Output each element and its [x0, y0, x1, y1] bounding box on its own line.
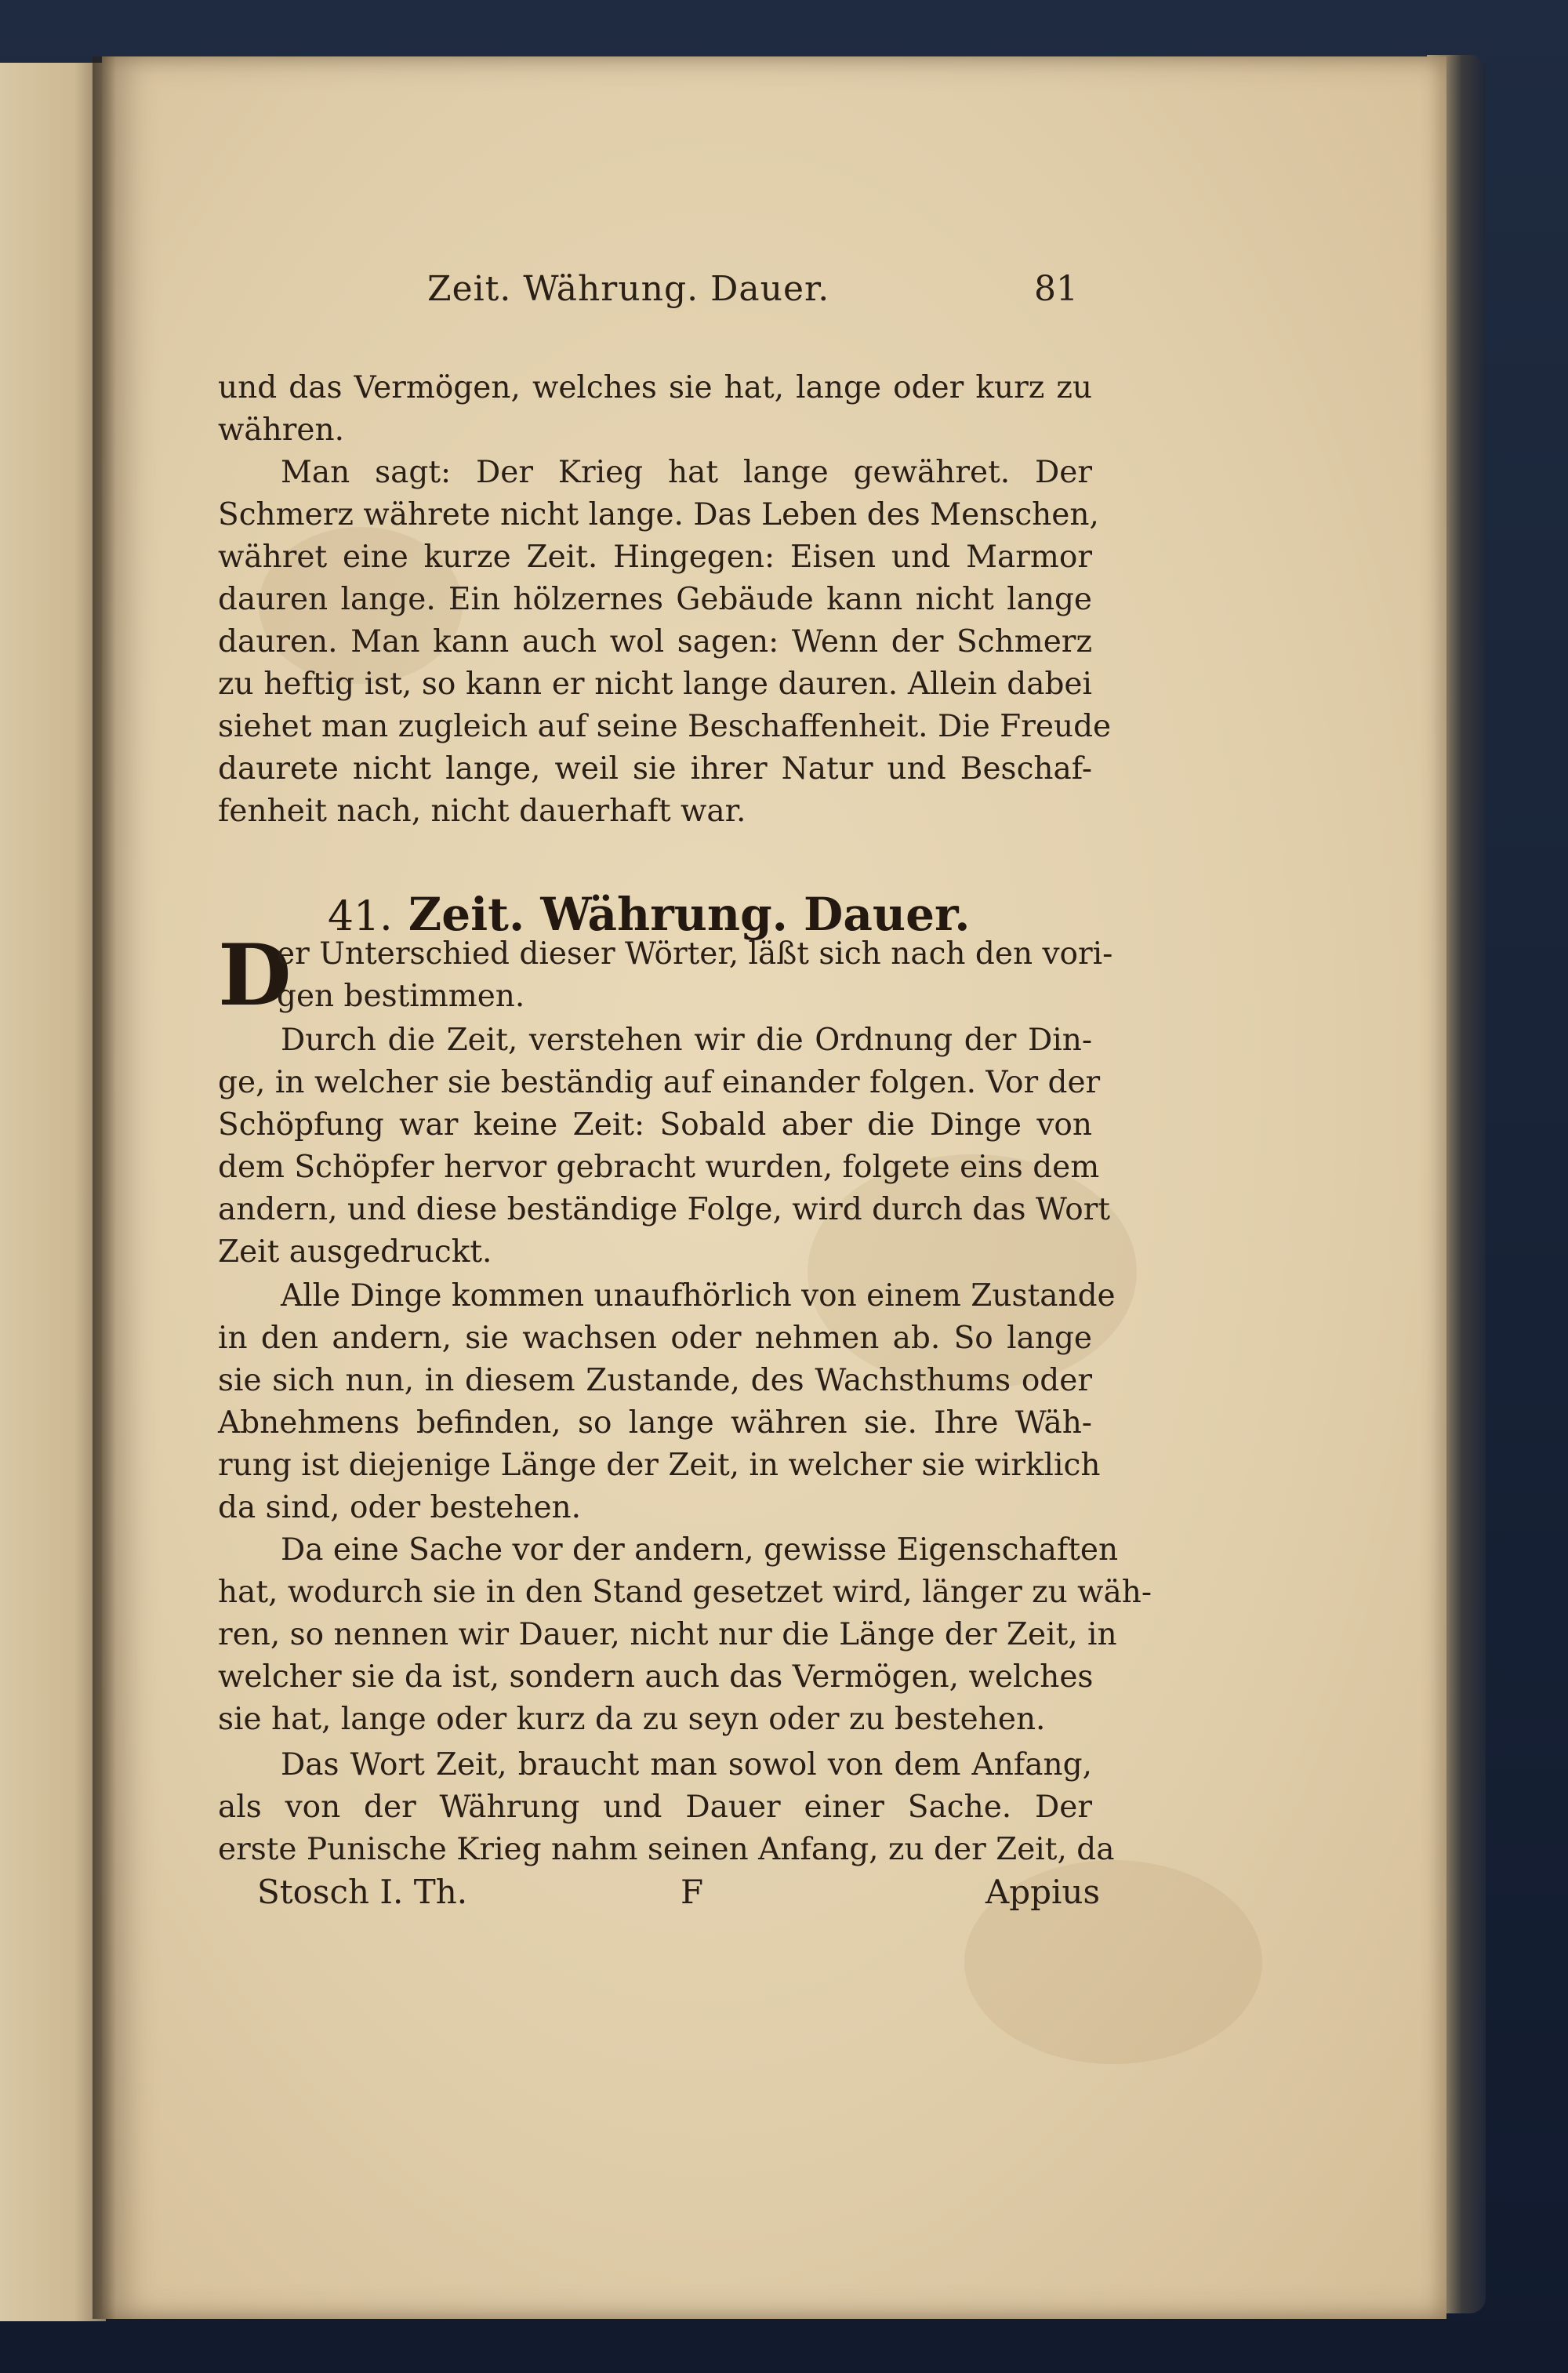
running-head	[212, 255, 1094, 318]
catchword: Appius	[985, 1873, 1100, 1911]
text-line: Da eine Sache vor der andern, gewisse Eigenschaften	[281, 1532, 1119, 1568]
text-line: Schöpfung war keine Zeit: Sobald aber die Dinge von	[218, 1107, 1092, 1143]
text-line: Abnehmens befinden, so lange währen sie. Ihre Wäh-	[218, 1405, 1092, 1441]
text-line: Schmerz währete nicht lange. Das Leben des Menschen,	[218, 497, 1099, 532]
text-line: andern, und diese beständige Folge, wird durch das Wort	[218, 1192, 1111, 1227]
section-title: Zeit. Währung. Dauer.	[408, 888, 971, 941]
page-footer	[257, 1873, 1100, 1920]
text-line: sie sich nun, in diesem Zustande, des Wachsthums oder	[218, 1363, 1092, 1398]
text-line: Das Wort Zeit, braucht man sowol von dem Anfang,	[281, 1747, 1092, 1782]
text-line: in den andern, sie wachsen oder nehmen ab. So lange	[218, 1321, 1092, 1356]
text-line: siehet man zugleich auf seine Beschaffenheit. Die Freude	[218, 709, 1112, 744]
text-line: da sind, oder bestehen.	[218, 1490, 582, 1525]
section-number: 41.	[328, 893, 393, 940]
text-line: dem Schöpfer hervor gebracht wurden, folgete eins dem	[218, 1150, 1100, 1185]
text-line: ren, so nennen wir Dauer, nicht nur die Länge der Zeit, in	[218, 1617, 1117, 1652]
text-line: er Unterschied dieser Wörter, läßt sich nach den vori-	[277, 936, 1113, 972]
sheet-mark: F	[681, 1873, 704, 1911]
text-line: zu heftig ist, so kann er nicht lange dauren. Allein dabei	[218, 667, 1092, 702]
text-line: und das Vermögen, welches sie hat, lange oder kurz zu	[218, 370, 1092, 405]
text-line: Alle Dinge kommen unaufhörlich von einem Zustande	[281, 1278, 1116, 1314]
running-head-title: Zeit. Währung. Dauer.	[427, 269, 830, 309]
page-number: 81	[1034, 269, 1078, 309]
text-line: währen.	[218, 412, 344, 448]
text-line: ge, in welcher sie beständig auf einander folgen. Vor der	[218, 1065, 1101, 1100]
text-line: Man sagt: Der Krieg hat lange gewähret. Der	[281, 455, 1092, 490]
text-line: als von der Währung und Dauer einer Sache. Der	[218, 1790, 1092, 1825]
text-line: Zeit ausgedruckt.	[218, 1234, 492, 1270]
text-line: welcher sie da ist, sondern auch das Vermögen, welches	[218, 1659, 1094, 1695]
printer-signature: Stosch I. Th.	[257, 1873, 468, 1911]
text-line: dauren lange. Ein hölzernes Gebäude kann nicht lange	[218, 582, 1092, 617]
text-line: sie hat, lange oder kurz da zu seyn oder zu bestehen.	[218, 1702, 1046, 1737]
drop-initial: D	[218, 926, 292, 1025]
text-line: hat, wodurch sie in den Stand gesetzet wird, länger zu wäh-	[218, 1575, 1152, 1610]
text-line: daurete nicht lange, weil sie ihrer Natur und Beschaf-	[218, 751, 1092, 787]
text-line: fenheit nach, nicht dauerhaft war.	[218, 794, 746, 829]
left-page-sliver	[0, 63, 106, 2321]
page-gutter-shadow	[93, 56, 116, 2319]
text-line: Durch die Zeit, verstehen wir die Ordnung der Din-	[281, 1023, 1092, 1058]
text-line: erste Punische Krieg nahm seinen Anfang, zu der Zeit, da	[218, 1832, 1115, 1867]
text-line: währet eine kurze Zeit. Hingegen: Eisen und Marmor	[218, 540, 1092, 575]
text-line: dauren. Man kann auch wol sagen: Wenn der Schmerz	[218, 624, 1092, 660]
text-line: gen bestimmen.	[277, 979, 525, 1014]
text-line: rung ist diejenige Länge der Zeit, in welcher sie wirklich	[218, 1448, 1101, 1483]
